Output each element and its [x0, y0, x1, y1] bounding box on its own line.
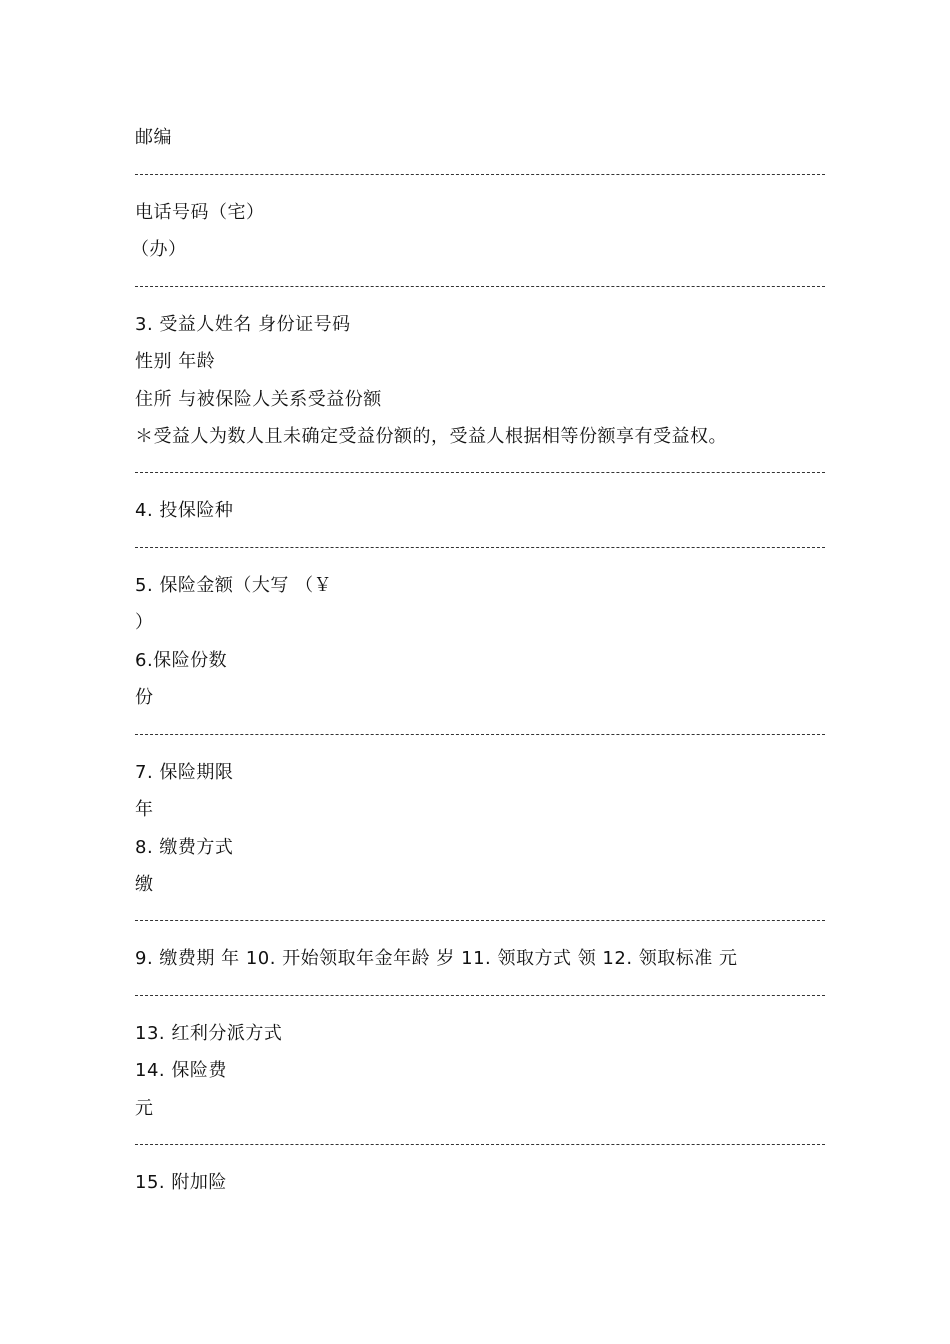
dashed-separator [135, 1144, 825, 1145]
insurance-units-line: 6.保险份数 [135, 650, 228, 671]
dashed-separator [135, 472, 825, 473]
beneficiary-note: ＊受益人为数人且未确定受益份额的，受益人根据相等份额享有受益权。 [135, 426, 727, 447]
insurance-period-unit: 年 [135, 799, 154, 820]
premium-line: 14. 保险费 [135, 1060, 227, 1081]
dashed-separator [135, 286, 825, 287]
premium-unit: 元 [135, 1098, 154, 1119]
phone-office-label: （办） [131, 239, 187, 260]
beneficiary-name-line: 3. 受益人姓名 身份证号码 [135, 314, 351, 335]
insurance-period-line: 7. 保险期限 [135, 762, 234, 783]
dashed-separator [135, 995, 825, 996]
payment-method-unit: 缴 [135, 874, 154, 895]
payment-method-line: 8. 缴费方式 [135, 837, 234, 858]
rider-line: 15. 附加险 [135, 1172, 227, 1193]
dashed-separator [135, 174, 825, 175]
beneficiary-address-line: 住所 与被保险人关系受益份额 [135, 389, 382, 410]
insurance-units-unit: 份 [135, 687, 154, 708]
insured-amount-close: ） [135, 612, 154, 633]
phone-home-label: 电话号码（宅） [135, 202, 265, 223]
dashed-separator [135, 920, 825, 921]
insured-amount-line: 5. 保险金额（大写 （￥ [135, 575, 333, 596]
payment-period-line: 9. 缴费期 年 10. 开始领取年金年龄 岁 11. 领取方式 领 12. 领取标准 元 [135, 948, 738, 969]
dashed-separator [135, 734, 825, 735]
beneficiary-gender-line: 性别 年龄 [135, 351, 216, 372]
dashed-separator [135, 547, 825, 548]
postcode-label: 邮编 [135, 127, 172, 148]
dividend-line: 13. 红利分派方式 [135, 1023, 283, 1044]
insurance-type-line: 4. 投保险种 [135, 500, 234, 521]
